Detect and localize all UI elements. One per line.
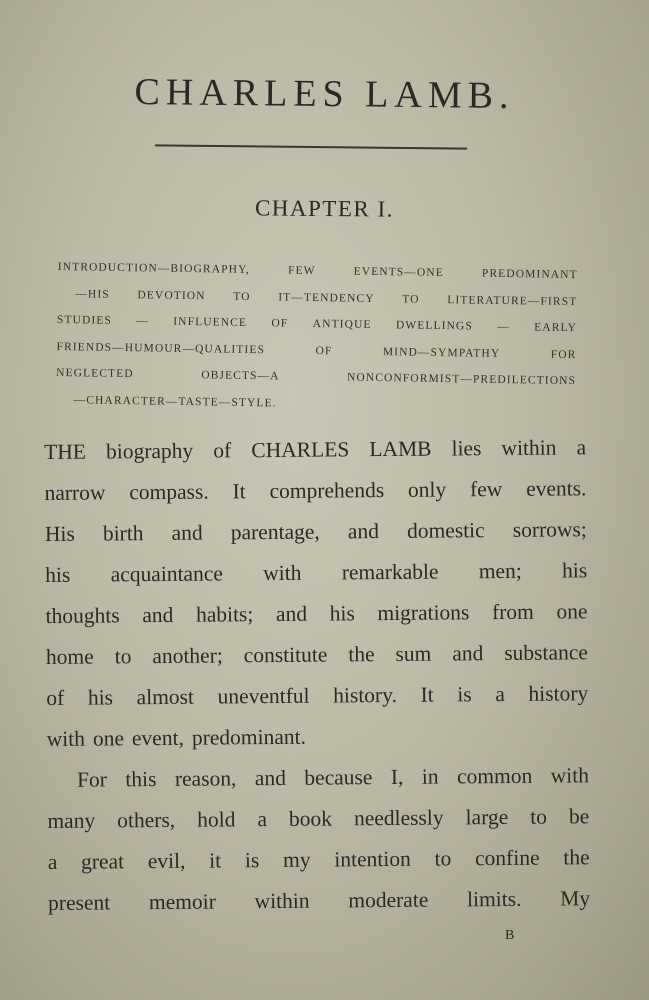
body-word: thoughts xyxy=(45,603,120,628)
body-line xyxy=(46,632,588,678)
body-line xyxy=(47,796,589,842)
body-word: it xyxy=(209,848,222,873)
body-word: is xyxy=(244,848,260,873)
body-word: his xyxy=(561,558,588,583)
body-word: evil, xyxy=(147,848,186,874)
body-word: the xyxy=(348,642,375,667)
body-word: few xyxy=(469,477,503,502)
body-word: almost xyxy=(136,684,195,710)
body-word: his xyxy=(87,685,114,710)
body-word: CHARLES xyxy=(251,437,350,463)
body-word: the xyxy=(563,845,590,870)
body-word: My xyxy=(560,886,591,911)
synopsis-word: NEGLECTED xyxy=(56,366,134,381)
body-word: his xyxy=(329,601,355,626)
body-word: and xyxy=(452,641,484,666)
body-word: a xyxy=(576,435,587,460)
body-word: For xyxy=(76,767,108,792)
body-word: one xyxy=(556,599,588,624)
body-word: compass. xyxy=(129,479,209,505)
body-word: because xyxy=(304,765,373,790)
signature-mark: B xyxy=(505,928,516,943)
synopsis-word: OF xyxy=(271,317,289,330)
body-word: others, xyxy=(117,807,176,833)
synopsis-word: PREDOMINANT xyxy=(481,267,578,282)
synopsis-word: INFLUENCE xyxy=(173,315,248,329)
body-line xyxy=(48,878,590,924)
body-word: It xyxy=(232,479,246,504)
body-word: great xyxy=(80,849,125,874)
body-word: limits. xyxy=(466,886,522,912)
body-line xyxy=(44,468,586,514)
body-line xyxy=(45,591,587,637)
synopsis-word: OF xyxy=(315,344,333,357)
body-word: in xyxy=(421,764,439,789)
body-line xyxy=(45,509,587,555)
book-title: CHARLES LAMB. xyxy=(134,71,515,117)
body-word: be xyxy=(568,804,590,829)
synopsis-word: OBJECTS—A xyxy=(201,369,280,383)
synopsis-word: MIND—SYMPATHY xyxy=(382,345,501,360)
body-word: my xyxy=(282,847,311,872)
body-word: within xyxy=(254,888,310,914)
body-word: biography xyxy=(105,438,194,464)
body-word: comprehends xyxy=(269,478,385,504)
synopsis-word: FEW xyxy=(287,264,316,278)
body-word: and xyxy=(142,602,174,628)
body-word: history. xyxy=(333,682,397,708)
body-line xyxy=(47,714,589,760)
body-word: large xyxy=(465,804,509,830)
synopsis-word: EVENTS—ONE xyxy=(353,265,444,280)
body-word: acquaintance xyxy=(110,561,223,587)
body-word: domestic xyxy=(406,518,485,543)
body-word: with xyxy=(263,560,302,586)
body-word: one xyxy=(92,726,125,751)
body-word: I, xyxy=(390,764,404,789)
body-word: THE xyxy=(44,439,87,464)
body-word: and xyxy=(254,765,286,791)
body-word: needlessly xyxy=(353,805,444,831)
body-word: confine xyxy=(474,845,540,871)
synopsis-word: INTRODUCTION—BIOGRAPHY, xyxy=(57,260,251,277)
body-line xyxy=(47,755,589,801)
body-word: parentage, xyxy=(230,519,320,545)
body-word: hold xyxy=(197,807,236,832)
synopsis-word: DEVOTION xyxy=(137,288,206,302)
body-word: lies xyxy=(451,436,482,461)
body-word: sorrows; xyxy=(512,517,587,542)
chapter-synopsis xyxy=(56,254,578,421)
body-word: substance xyxy=(504,640,588,665)
body-word: sum xyxy=(395,641,432,666)
synopsis-word: — xyxy=(497,320,510,334)
body-word: LAMB xyxy=(369,436,432,462)
body-word: uneventful xyxy=(217,683,310,709)
synopsis-word: —HIS xyxy=(75,287,110,301)
title-rule xyxy=(155,144,467,149)
body-word: of xyxy=(213,438,232,463)
body-word: reason, xyxy=(174,766,237,791)
body-word: intention xyxy=(334,846,411,872)
body-line xyxy=(44,427,586,473)
body-word: constitute xyxy=(243,642,328,668)
body-line xyxy=(46,673,588,719)
synopsis-word: STUDIES xyxy=(56,313,113,327)
body-word: events. xyxy=(526,476,587,501)
body-word: to xyxy=(530,804,548,829)
body-word: birth xyxy=(102,521,144,546)
body-word: only xyxy=(407,477,447,502)
synopsis-word: LITERATURE—FIRST xyxy=(447,293,578,308)
body-word: and xyxy=(171,520,203,545)
body-word: men; xyxy=(478,558,522,584)
body-word: His xyxy=(44,521,75,546)
chapter-heading: CHAPTER I. xyxy=(254,195,395,222)
body-word: from xyxy=(491,599,534,625)
body-word: this xyxy=(125,767,157,792)
synopsis-word: FOR xyxy=(550,348,577,361)
body-word: remarkable xyxy=(341,559,439,585)
body-word: many xyxy=(47,808,96,833)
body-word: and xyxy=(275,601,308,626)
body-word: his xyxy=(45,562,71,587)
body-word: is xyxy=(457,682,472,707)
body-word: moderate xyxy=(348,887,429,913)
body-word: of xyxy=(46,685,65,710)
synopsis-word: — xyxy=(136,315,150,328)
body-word: history xyxy=(528,681,589,706)
body-word: to xyxy=(114,644,132,669)
body-word: event, xyxy=(131,725,184,751)
body-word: a xyxy=(257,807,268,832)
body-word: to xyxy=(434,846,452,871)
body-word: narrow xyxy=(44,480,106,505)
body-word: with xyxy=(550,763,590,788)
body-word: book xyxy=(288,806,333,831)
body-word: and xyxy=(347,519,379,544)
body-word: migrations xyxy=(377,600,470,626)
body-line xyxy=(45,550,587,596)
synopsis-word: FRIENDS—HUMOUR—QUALITIES xyxy=(56,340,266,356)
synopsis-word: DWELLINGS xyxy=(395,319,473,333)
synopsis-word: NONCONFORMIST—PREDILECTIONS xyxy=(346,371,577,388)
synopsis-word: TO xyxy=(402,292,420,306)
body-word: home xyxy=(45,644,94,669)
body-word: with xyxy=(46,726,86,751)
synopsis-word: IT—TENDENCY xyxy=(278,290,375,305)
body-word: a xyxy=(495,681,505,707)
synopsis-word: TO xyxy=(233,290,251,303)
body-word: memoir xyxy=(148,889,216,915)
body-text xyxy=(44,427,590,924)
body-word: present xyxy=(48,890,111,915)
body-word: predominant. xyxy=(191,724,307,750)
body-word: another; xyxy=(152,643,223,669)
body-word: a xyxy=(47,849,58,874)
synopsis-word: ANTIQUE xyxy=(312,318,372,331)
body-word: habits; xyxy=(195,602,254,627)
body-word: within xyxy=(501,435,557,461)
body-line xyxy=(48,837,590,883)
synopsis-word: —CHARACTER—TASTE—STYLE. xyxy=(73,393,277,409)
body-word: common xyxy=(456,763,533,789)
synopsis-word: EARLY xyxy=(534,321,577,335)
body-word: It xyxy=(420,682,434,707)
